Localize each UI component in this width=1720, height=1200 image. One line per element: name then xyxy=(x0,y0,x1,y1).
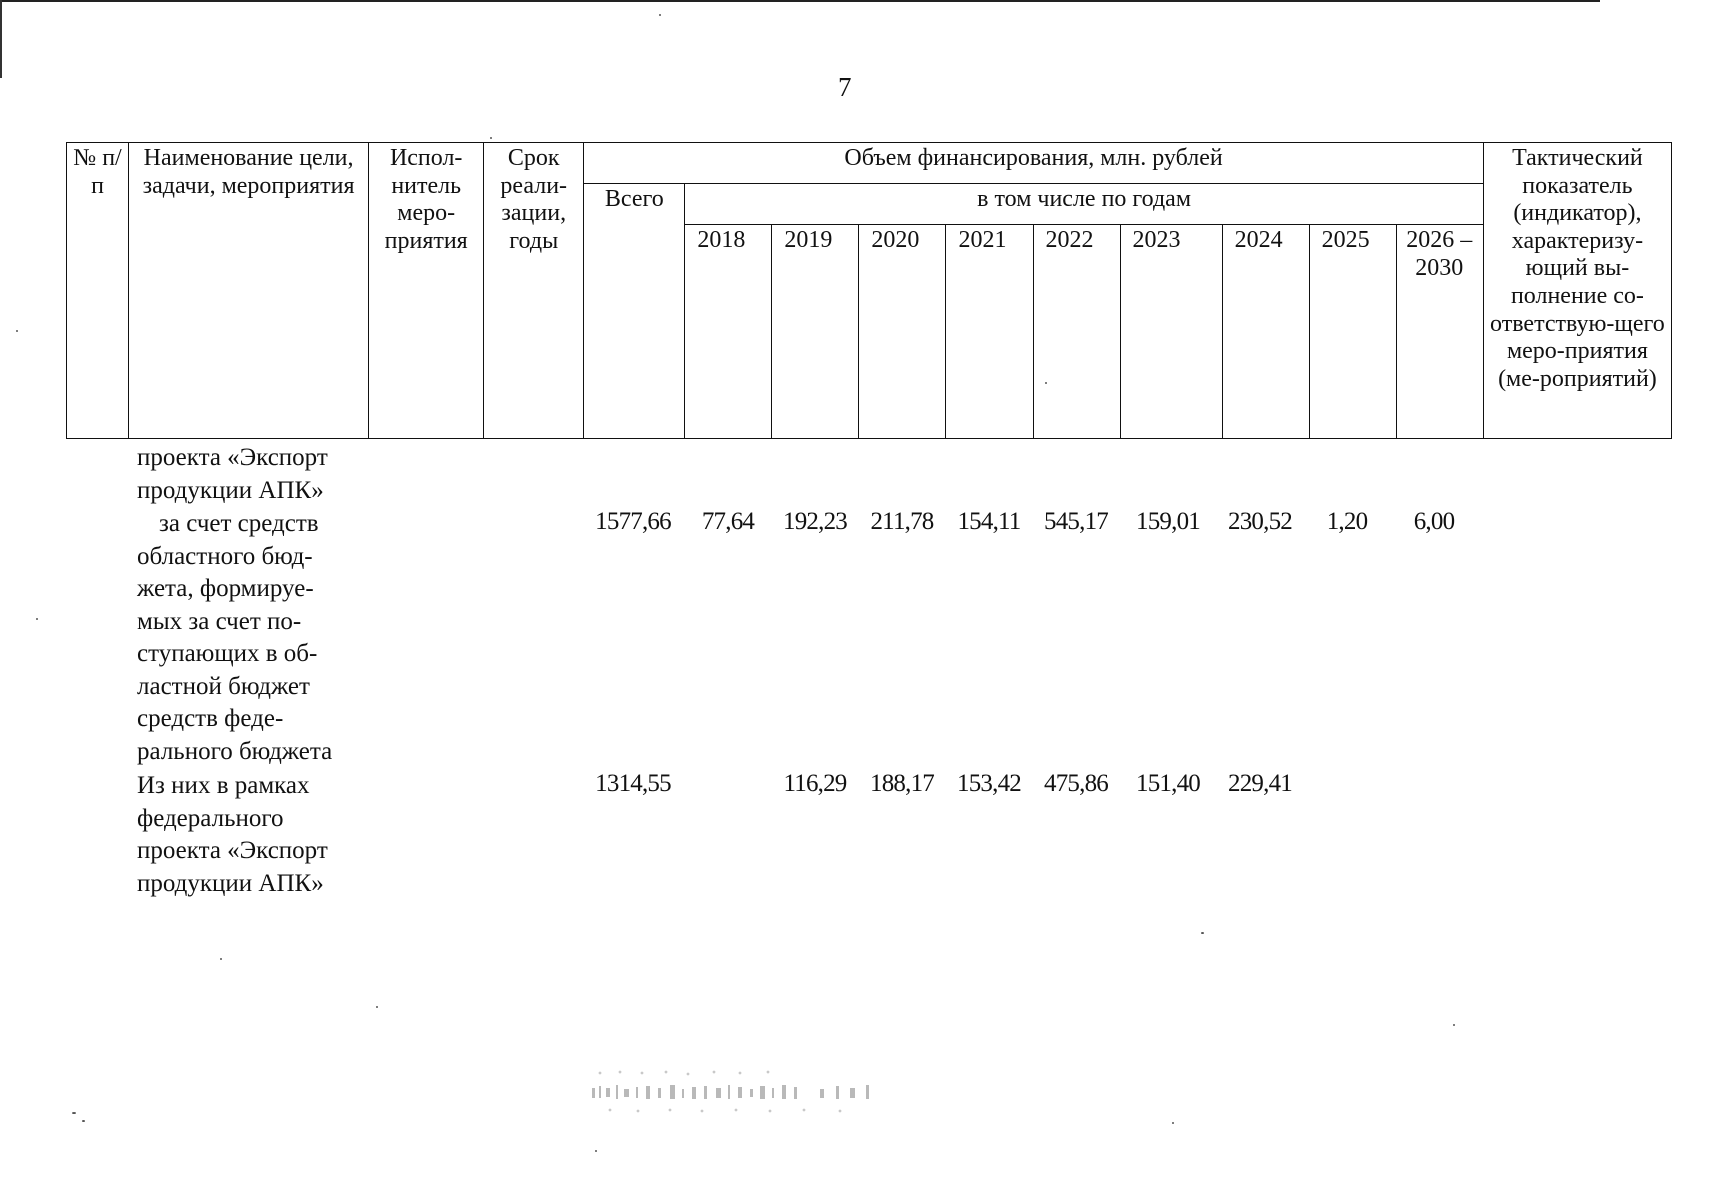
header-year-2026-2030: 2026 – 2030 xyxy=(1396,225,1483,439)
funding-table-header xyxy=(66,142,1672,439)
header-term: Срок реали-зации, годы xyxy=(484,143,584,439)
header-year-2022: 2022 xyxy=(1033,225,1120,439)
header-year-2020: 2020 xyxy=(859,225,946,439)
description-line: областного бюд- xyxy=(137,542,313,570)
header-year-2023: 2023 xyxy=(1120,225,1222,439)
scan-speck xyxy=(490,137,492,139)
row-continuation-description xyxy=(137,442,360,507)
description-line: за счет средств xyxy=(159,510,319,537)
header-executor: Испол-нитель меро-приятия xyxy=(369,143,484,439)
scan-speck xyxy=(659,14,661,16)
header-funding: Объем финансирования, млн. рублей xyxy=(584,143,1484,184)
regional-budget-total: 1577,66 xyxy=(595,508,671,535)
header-total: Всего xyxy=(584,184,685,439)
regional-budget-2026-2030: 6,00 xyxy=(1413,508,1455,535)
row-federal-project-description xyxy=(137,770,360,900)
header-by-years: в том числе по годам xyxy=(685,184,1484,225)
federal-project-2023: 151,40 xyxy=(1136,770,1200,797)
description-line: продукции АПК» xyxy=(137,869,324,897)
federal-project-2019: 116,29 xyxy=(783,770,847,797)
federal-project-total: 1314,55 xyxy=(595,770,671,797)
regional-budget-2021: 154,11 xyxy=(957,508,1021,535)
description-line: жета, формируе- xyxy=(137,575,314,602)
page-left-border xyxy=(0,0,2,78)
header-year-2021: 2021 xyxy=(946,225,1033,439)
scan-speck xyxy=(36,618,38,620)
scan-speck xyxy=(1453,1024,1455,1026)
description-line: продукции АПК» xyxy=(137,476,324,504)
description-line: рального бюджета xyxy=(137,737,333,765)
scan-speck xyxy=(1201,932,1204,934)
federal-project-2022: 475,86 xyxy=(1044,770,1108,797)
scan-speck xyxy=(1045,382,1047,384)
description-line: проекта «Экспорт xyxy=(137,444,328,471)
header-name: Наименование цели, задачи, мероприятия xyxy=(129,143,369,439)
page-number: 7 xyxy=(838,72,852,102)
regional-budget-2025: 1,20 xyxy=(1326,508,1368,535)
federal-project-2024: 229,41 xyxy=(1228,770,1292,797)
header-indicator: Тактический показатель (индикатор), характеризу-ющий вы-полнение со-ответствую-щего меро-приятия (ме-роприятий) xyxy=(1483,143,1671,439)
header-year-2018: 2018 xyxy=(685,225,772,439)
description-line: проекта «Экспорт xyxy=(137,837,328,864)
scan-speck xyxy=(82,1120,85,1122)
description-line: средств феде- xyxy=(137,705,284,732)
header-year-2024: 2024 xyxy=(1222,225,1309,439)
scan-speck xyxy=(16,330,18,332)
description-line: мых за счет по- xyxy=(137,607,302,635)
row-regional-budget-description xyxy=(137,508,360,768)
description-line: ступающих в об- xyxy=(137,640,318,667)
federal-project-2020: 188,17 xyxy=(870,770,934,797)
description-line: Из них в рамках xyxy=(137,772,310,799)
header-year-2019: 2019 xyxy=(772,225,859,439)
header-num: № п/п xyxy=(67,143,129,439)
header-year-2025: 2025 xyxy=(1309,225,1396,439)
regional-budget-2018: 77,64 xyxy=(701,508,755,535)
regional-budget-2020: 211,78 xyxy=(870,508,934,535)
scan-speck xyxy=(72,1112,76,1114)
regional-budget-2019: 192,23 xyxy=(783,508,847,535)
federal-project-2021: 153,42 xyxy=(957,770,1021,797)
page-top-border xyxy=(0,0,1600,2)
regional-budget-2023: 159,01 xyxy=(1136,508,1200,535)
regional-budget-2024: 230,52 xyxy=(1228,508,1292,535)
scan-speck xyxy=(376,1006,378,1008)
regional-budget-2022: 545,17 xyxy=(1044,508,1108,535)
scan-speck xyxy=(220,958,222,960)
scan-speck xyxy=(595,1150,597,1152)
description-line: федерального xyxy=(137,804,284,832)
description-line: ластной бюджет xyxy=(137,672,310,700)
scan-speck xyxy=(1172,1122,1174,1124)
faded-stamp-mark xyxy=(590,1068,880,1116)
